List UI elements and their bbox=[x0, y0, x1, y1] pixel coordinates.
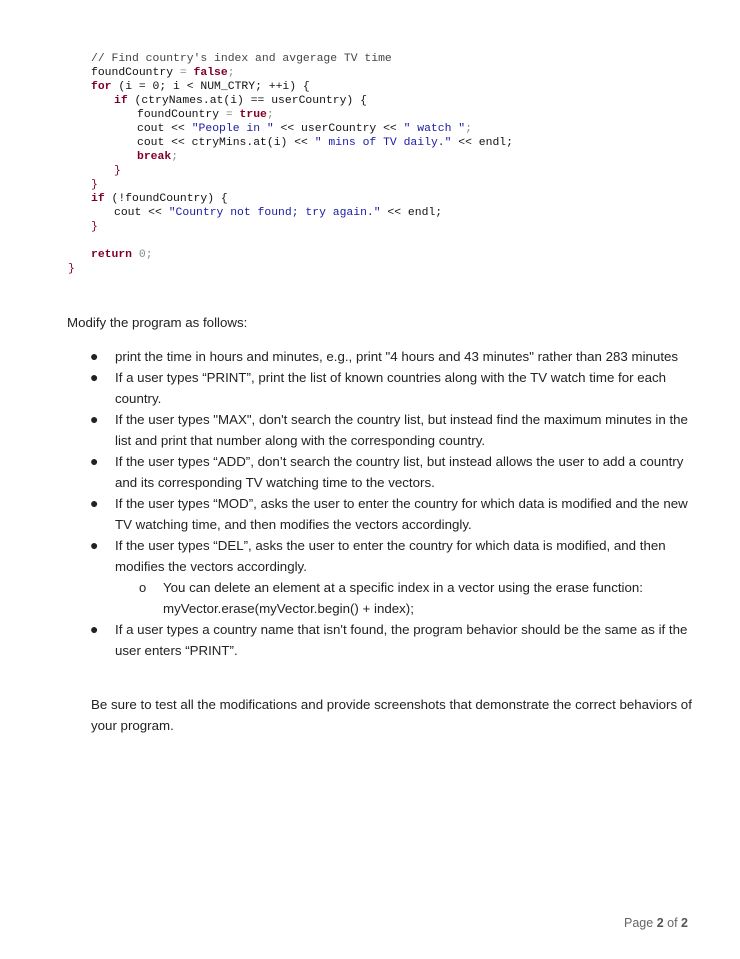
code-comment: // Find country's index and avgerage TV time bbox=[91, 53, 392, 65]
code-line: foundCountry = false; bbox=[91, 67, 235, 79]
list-item-text: print the time in hours and minutes, e.g., print "4 hours and 43 minutes" rather than 283 minutes bbox=[115, 349, 679, 364]
code-line bbox=[114, 206, 442, 220]
code-token: << userCountry << bbox=[273, 123, 404, 135]
code-brace: } bbox=[91, 179, 98, 191]
footer-of: of bbox=[667, 916, 678, 930]
code-token: (i = 0; i < NUM_CTRY; ++i) { bbox=[118, 81, 310, 93]
code-keyword: if bbox=[114, 95, 128, 107]
code-token: foundCountry bbox=[91, 67, 174, 79]
code-string: "Country not found; try again." bbox=[168, 207, 381, 219]
code-keyword: if bbox=[91, 193, 105, 205]
code-line bbox=[114, 94, 367, 108]
code-line bbox=[91, 80, 310, 94]
sub-list-text: You can delete an element at a specific index in a vector using the erase function: bbox=[163, 580, 643, 595]
code-keyword: true bbox=[239, 109, 267, 121]
code-brace: } bbox=[114, 165, 121, 177]
code-token: foundCountry bbox=[137, 109, 220, 121]
code-keyword: break bbox=[137, 151, 172, 163]
bullet-icon: ● bbox=[90, 495, 99, 511]
footer-label: Page bbox=[624, 916, 654, 930]
code-keyword: false bbox=[193, 67, 228, 79]
code-line bbox=[137, 136, 513, 150]
page-footer bbox=[624, 916, 688, 930]
requirements-list bbox=[90, 346, 700, 661]
list-item-text: If the user types “MOD”, asks the user to enter the country for which data is modified and the new TV watching time, and then modifies the vectors accordingly. bbox=[115, 496, 688, 532]
page-total: 2 bbox=[681, 916, 688, 930]
code-keyword: return bbox=[91, 249, 133, 261]
list-item bbox=[90, 535, 700, 619]
page-number: 2 bbox=[656, 916, 664, 930]
code-string: " watch " bbox=[403, 123, 466, 135]
intro-text: Modify the program as follows: bbox=[67, 315, 248, 330]
code-line: foundCountry = true; bbox=[137, 109, 274, 121]
list-item bbox=[90, 619, 700, 661]
bullet-icon: ● bbox=[90, 621, 99, 637]
code-keyword: for bbox=[91, 81, 112, 93]
code-line: cout << "People in " << userCountry << " watch "; bbox=[137, 123, 472, 135]
bullet-icon: ● bbox=[90, 453, 99, 469]
circle-bullet-icon: o bbox=[139, 580, 147, 595]
list-item bbox=[90, 409, 700, 451]
bullet-icon: ● bbox=[90, 369, 99, 385]
list-item bbox=[90, 451, 700, 493]
list-item-text: If a user types a country name that isn't found, the program behavior should be the same as if the user enters “PRINT”. bbox=[115, 622, 688, 658]
code-string: "People in " bbox=[191, 123, 274, 135]
bullet-icon: ● bbox=[90, 348, 99, 364]
list-item bbox=[90, 346, 700, 367]
code-token: cout << ctryMins.at(i) << bbox=[137, 137, 315, 149]
code-token: (ctryNames.at(i) == userCountry) { bbox=[134, 95, 367, 107]
code-token: << endl; bbox=[451, 137, 513, 149]
sub-list-code: myVector.erase(myVector.begin() + index); bbox=[163, 601, 414, 616]
sub-list-item bbox=[115, 577, 700, 619]
code-brace: } bbox=[68, 263, 75, 275]
code-token: cout << bbox=[114, 207, 169, 219]
bullet-icon: ● bbox=[90, 537, 99, 553]
code-line bbox=[91, 192, 228, 206]
code-token: (!foundCountry) { bbox=[111, 193, 228, 205]
code-token: 0; bbox=[138, 249, 153, 261]
closing-text: Be sure to test all the modifications and provide screenshots that demonstrate the correct behaviors of your program. bbox=[91, 697, 692, 733]
list-item-text: If the user types "MAX", don't search the country list, but instead find the maximum minutes in the list and print that number along with the corresponding country. bbox=[115, 412, 688, 448]
code-line bbox=[91, 248, 153, 262]
code-brace: } bbox=[91, 221, 98, 233]
list-item bbox=[90, 367, 700, 409]
code-token: << endl; bbox=[380, 207, 443, 219]
list-item bbox=[90, 493, 700, 535]
list-item-text: If a user types “PRINT”, print the list of known countries along with the TV watch time for each country. bbox=[115, 370, 667, 406]
list-item-text: If the user types “ADD”, don’t search the country list, but instead allows the user to add a country and its corresponding TV watching time to the vectors. bbox=[115, 454, 684, 490]
list-item-text: If the user types “DEL”, asks the user to enter the country for which data is modified, and then modifies the vectors accordingly. bbox=[115, 538, 666, 574]
code-line: break; bbox=[137, 151, 179, 163]
code-string: " mins of TV daily." bbox=[314, 137, 452, 149]
sub-list bbox=[115, 577, 700, 619]
bullet-icon: ● bbox=[90, 411, 99, 427]
code-token: cout << bbox=[137, 123, 192, 135]
